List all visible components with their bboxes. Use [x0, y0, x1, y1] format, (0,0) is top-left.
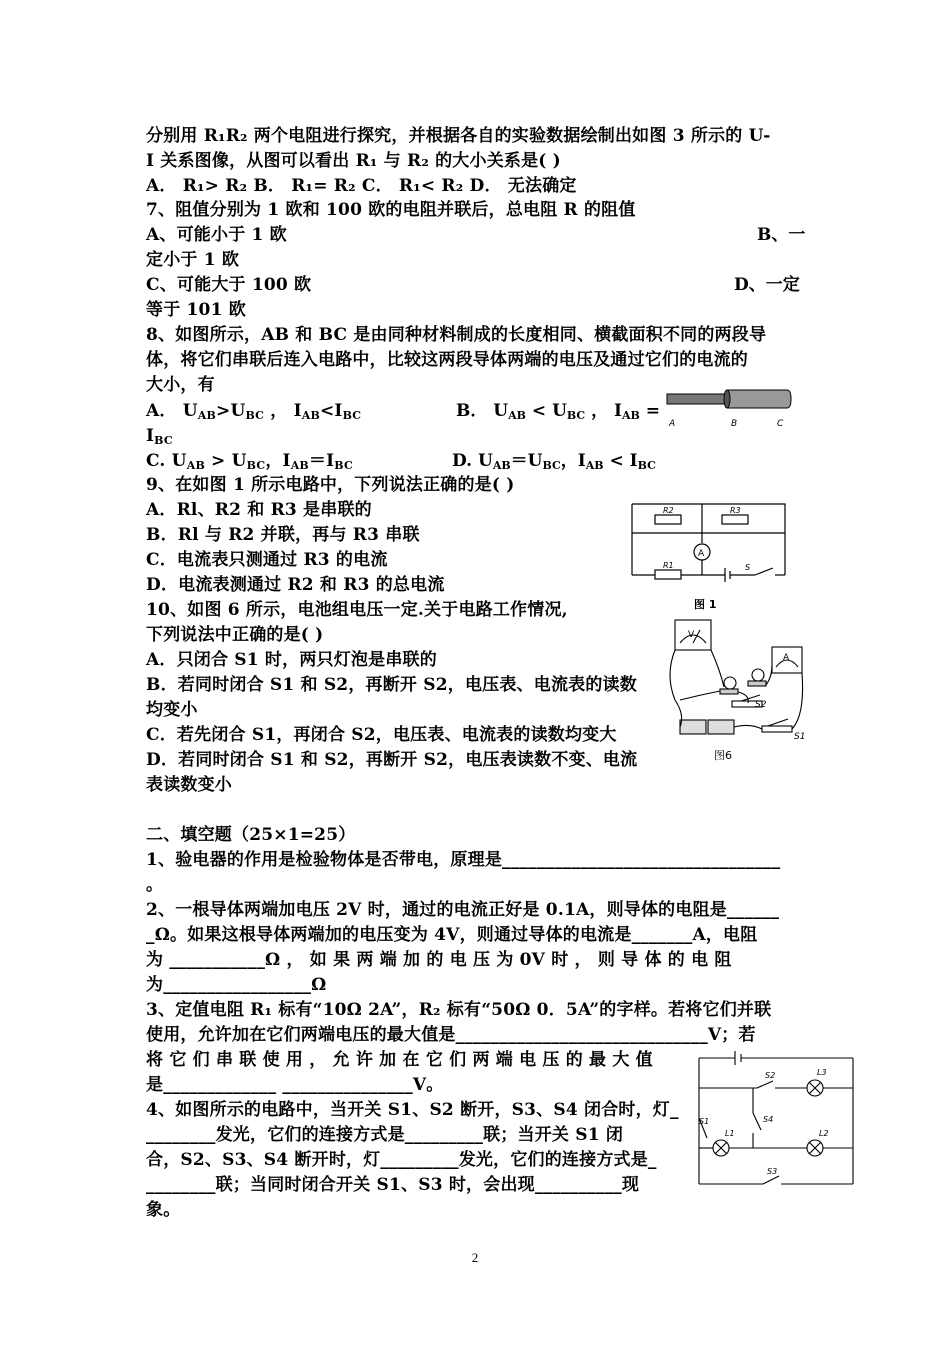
q8-stem: 8、如图所示，AB 和 BC 是由同种材料制成的长度相同、横截面积不同的两段导	[146, 325, 767, 345]
text-line: 体，将它们串联后连入电路中，比较这两段导体两端的电压及通过它们的电流的	[146, 350, 748, 370]
l1-label: L1	[725, 1129, 735, 1138]
text-line: 下列说法中正确的是( )	[146, 625, 324, 645]
s1-label-q4: S1	[699, 1117, 710, 1126]
text-line: 分别用 R₁R₂ 两个电阻进行探究，并根据各自的实验数据绘制出如图 3 所示的 U-	[146, 126, 771, 146]
fill-q1: 1、验电器的作用是检验物体是否带电，原理是________________________________	[146, 850, 781, 870]
text-line: 为_________________Ω	[146, 975, 327, 995]
q9-stem: 9、在如图 1 所示电路中，下列说法正确的是( )	[146, 475, 515, 495]
label-b: B	[731, 419, 738, 429]
q6-options: A． R₁> R₂ B． R₁= R₂ C． R₁< R₂ D． 无法确定	[146, 176, 577, 196]
figure-1-caption: 图 1	[694, 598, 717, 611]
label-a: A	[669, 419, 676, 429]
text-line: 将 它 们 串 联 使 用 ， 允 许 加 在 它 们 两 端 电 压 的 最 大 值	[146, 1050, 653, 1070]
text-line: 是_____________ _______________V。	[146, 1075, 444, 1095]
text-line: _Ω。如果这根导体两端加的电压变为 4V，则通过导体的电流是_______A，电阻	[146, 925, 758, 945]
text-line: ________发光，它们的连接方式是_________联；当开关 S1 闭	[146, 1125, 624, 1145]
q10-option-c: C．若先闭合 S1，再闭合 S2，电压表、电流表的读数均变大	[146, 725, 617, 745]
fill-q2: 2、一根导体两端加电压 2V 时，通过的电流正好是 0.1A，则导体的电阻是______	[146, 900, 780, 920]
q10-option-a: A．只闭合 S1 时，两只灯泡是串联的	[146, 650, 437, 670]
q9-option-a: A．Rl、R2 和 R3 是串联的	[146, 500, 372, 520]
circuit-figure-1	[630, 500, 790, 615]
text-line: 定小于 1 欧	[146, 250, 240, 270]
s4-label: S4	[763, 1115, 774, 1124]
text-line: 象。	[146, 1200, 181, 1220]
r1-label: R1	[663, 561, 674, 570]
s1-label: S1	[794, 732, 806, 742]
q8-option-c: C. $U_{AB} > U_{BC}$，$I_{AB}=I_{BC}$	[146, 451, 353, 472]
text-line: 。	[146, 875, 164, 895]
fill-q3: 3、定值电阻 R₁ 标有“10Ω 2A”，R₂ 标有“50Ω 0．5A”的字样。若将它们并联	[146, 1000, 772, 1020]
text-line: 等于 101 欧	[146, 300, 246, 320]
section-heading: 二、填空题（25×1=25）	[146, 825, 356, 845]
q8-option-b: B． $U_{AB} < U_{BC}$ ， $I_{AB}$ =	[456, 401, 660, 422]
q7-option-a: A、可能小于 1 欧	[146, 225, 287, 245]
q8-option-a: A． $U_{AB}>U_{BC}$ ， $I_{AB}<I_{BC}$	[146, 401, 362, 422]
text-line: 合，S2、S3、S4 断开时，灯_________发光，它们的连接方式是_	[146, 1150, 657, 1170]
l2-label: L2	[819, 1129, 829, 1138]
text-line: 表读数变小	[146, 775, 232, 795]
s3-label: S3	[767, 1167, 778, 1176]
circuit-figure-6	[660, 615, 810, 765]
label-c: C	[777, 419, 784, 429]
text-line: $I_{BC}$	[146, 426, 173, 447]
figure-6-caption: 图6	[714, 749, 732, 762]
r2-label: R2	[663, 506, 674, 515]
text-line: 使用，允许加在它们两端电压的最大值是_____________________________V；若	[146, 1025, 756, 1045]
q10-option-d: D．若同时闭合 S1 和 S2，再断开 S2，电压表读数不变、电流	[146, 750, 638, 770]
q10-option-b: B．若同时闭合 S1 和 S2，再断开 S2，电压表、电流表的读数	[146, 675, 637, 695]
circuit-figure-q4	[695, 1048, 857, 1190]
page-number: 2	[471, 1250, 479, 1265]
q7-option-b: B、一	[757, 225, 806, 245]
ammeter-label-6: A	[783, 653, 790, 663]
q7-option-c: C、可能大于 100 欧	[146, 275, 312, 295]
q9-option-d: D．电流表测通过 R2 和 R3 的总电流	[146, 575, 445, 595]
conductor-figure	[665, 382, 795, 432]
voltmeter-label: V	[688, 630, 695, 640]
switch-label: S	[745, 563, 751, 572]
text-line: 大小，有	[146, 375, 215, 395]
q10-stem: 10、如图 6 所示，电池组电压一定.关于电路工作情况,	[146, 600, 568, 620]
q9-option-c: C．电流表只测通过 R3 的电流	[146, 550, 388, 570]
s2-label: S2	[755, 700, 767, 710]
q7-option-d: D、一定	[734, 275, 800, 295]
text-line: I 关系图像，从图可以看出 R₁ 与 R₂ 的大小关系是( )	[146, 151, 561, 171]
text-line: 为 ___________Ω ， 如 果 两 端 加 的 电 压 为 0V 时 ， 则 导 体 的 电 阻	[146, 950, 732, 970]
q7-stem: 7、阻值分别为 1 欧和 100 欧的电阻并联后，总电阻 R 的阻值	[146, 200, 636, 220]
r3-label: R3	[730, 506, 741, 515]
s2-label-q4: S2	[765, 1071, 776, 1080]
text-line: ________联；当同时闭合开关 S1、S3 时，会出现__________现	[146, 1175, 640, 1195]
text-line: 均变小	[146, 700, 198, 720]
q8-option-d: D. $U_{AB}=U_{BC}$，$I_{AB} < I_{BC}$	[452, 451, 656, 472]
fill-q4: 4、如图所示的电路中，当开关 S1、S2 断开，S3、S4 闭合时，灯_	[146, 1100, 679, 1120]
q9-option-b: B．Rl 与 R2 并联，再与 R3 串联	[146, 525, 420, 545]
l3-label: L3	[817, 1068, 827, 1077]
ammeter-label: A	[698, 549, 705, 559]
